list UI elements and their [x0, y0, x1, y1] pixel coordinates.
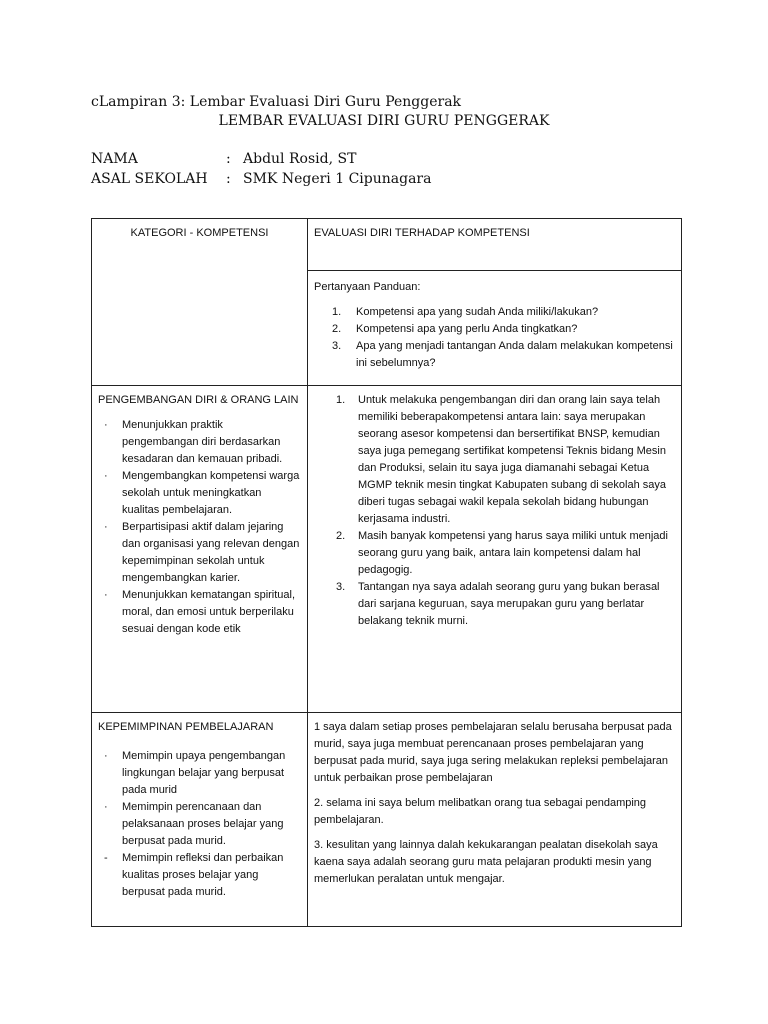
sekolah-colon: :	[226, 171, 231, 187]
guide-title: Pertanyaan Panduan:	[314, 281, 421, 293]
list-item: · Menunjukkan kematangan spiritual, moral, dan emosi untuk berperilaku sesuai dengan kode etik	[104, 589, 296, 635]
guide-item: 3. Apa yang menjadi tantangan Anda dalam melakukan kompetensi ini sebelumnya?	[332, 340, 673, 369]
list-item: - Memimpin refleksi dan perbaikan kualitas proses belajar yang berpusat pada murid.	[104, 852, 284, 898]
evaluation-header: EVALUASI DIRI TERHADAP KOMPETENSI	[314, 227, 530, 239]
nama-value: Abdul Rosid, ST	[243, 151, 357, 167]
list-item: · Menunjukkan praktik pengembangan diri berdasarkan kesadaran dan kemauan pribadi.	[104, 419, 283, 465]
section1-answer-cell	[308, 386, 682, 713]
section2-category-cell	[92, 713, 308, 927]
section1-bullets	[98, 417, 301, 638]
attachment-label: cLampiran 3: Lembar Evaluasi Diri Guru Penggerak	[91, 94, 462, 110]
identity-row-nama	[91, 151, 356, 167]
list-item: · Berpartisipasi aktif dalam jejaring dan organisasi yang relevan dengan kepemimpinan sekolah untuk mengembangkan karier.	[104, 521, 300, 584]
evaluation-header-cell	[308, 219, 682, 271]
identity-row-sekolah	[91, 171, 431, 187]
section1-answers	[314, 392, 675, 630]
guide-item: 2. Kompetensi apa yang perlu Anda tingkatkan?	[332, 323, 578, 335]
evaluation-table	[91, 218, 682, 927]
category-header-cell	[92, 219, 308, 386]
section1-title: PENGEMBANGAN DIRI & ORANG LAIN	[98, 394, 299, 406]
section2-answer-cell	[308, 713, 682, 927]
section2-bullets	[98, 748, 301, 901]
guide-item: 1. Kompetensi apa yang sudah Anda miliki/lakukan?	[332, 306, 599, 318]
guide-list	[314, 304, 675, 372]
list-item: 1. Untuk melakuka pengembangan diri dan orang lain saya telah memiliki beberapakompetensi antara lain: saya merupakan seorang asesor kompetensi dan bersertifikat BNSP, kemudian saya juga pemegang sertifikat kompetensi Teknis bidang Mesin dan Produksi, selain itu saya juga diamanahi sebagai Ketua MGMP teknik mesin tingkat Kabupaten subang di sekolah saya diberi tugas sebagai wakil kepala sekolah bidang hubungan kerjasama industri.	[336, 394, 666, 525]
list-item: · Memimpin perencanaan dan pelaksanaan proses belajar yang berpusat pada murid.	[104, 801, 284, 847]
list-item: 2. Masih banyak kompetensi yang harus saya miliki untuk menjadi seorang guru yang baik, antara lain kompetensi dalam hal pedagogig.	[336, 530, 668, 576]
nama-label: NAMA	[91, 151, 138, 167]
category-header: KATEGORI - KOMPETENSI	[130, 227, 269, 239]
answer-paragraph: 3. kesulitan yang lainnya dalah kekukarangan pealatan disekolah saya kaena saya adalah seorang guru mata pelajaran produkti mesin yang memerlukan peralatan untuk mengajar.	[314, 839, 658, 885]
guide-cell	[308, 271, 682, 386]
list-item: · Mengembangkan kompetensi warga sekolah untuk meningkatkan kualitas pembelajaran.	[104, 470, 300, 516]
list-item: · Memimpin upaya pengembangan lingkungan belajar yang berpusat pada murid	[104, 750, 286, 796]
list-item: 3. Tantangan nya saya adalah seorang guru yang bukan berasal dari sarjana keguruan, saya merupakan guru yang berlatar belakang teknik murni.	[336, 581, 660, 627]
sekolah-label: ASAL SEKOLAH	[91, 171, 208, 187]
sekolah-value: SMK Negeri 1 Cipunagara	[243, 171, 432, 187]
answer-paragraph: 1 saya dalam setiap proses pembelajaran selalu berusaha berpusat pada murid, saya juga membuat perencanaan proses pembelajaran yang berpusat pada murid, saya juga sering melakukan repleksi pembelajaran untuk perbaikan prose pembelajaran	[314, 721, 672, 784]
section2-title: KEPEMIMPINAN PEMBELAJARAN	[98, 721, 274, 733]
answer-paragraph: 2. selama ini saya belum melibatkan orang tua sebagai pendamping pembelajaran.	[314, 797, 647, 826]
section1-category-cell	[92, 386, 308, 713]
nama-colon: :	[226, 151, 231, 167]
page-title: LEMBAR EVALUASI DIRI GURU PENGGERAK	[218, 113, 550, 129]
